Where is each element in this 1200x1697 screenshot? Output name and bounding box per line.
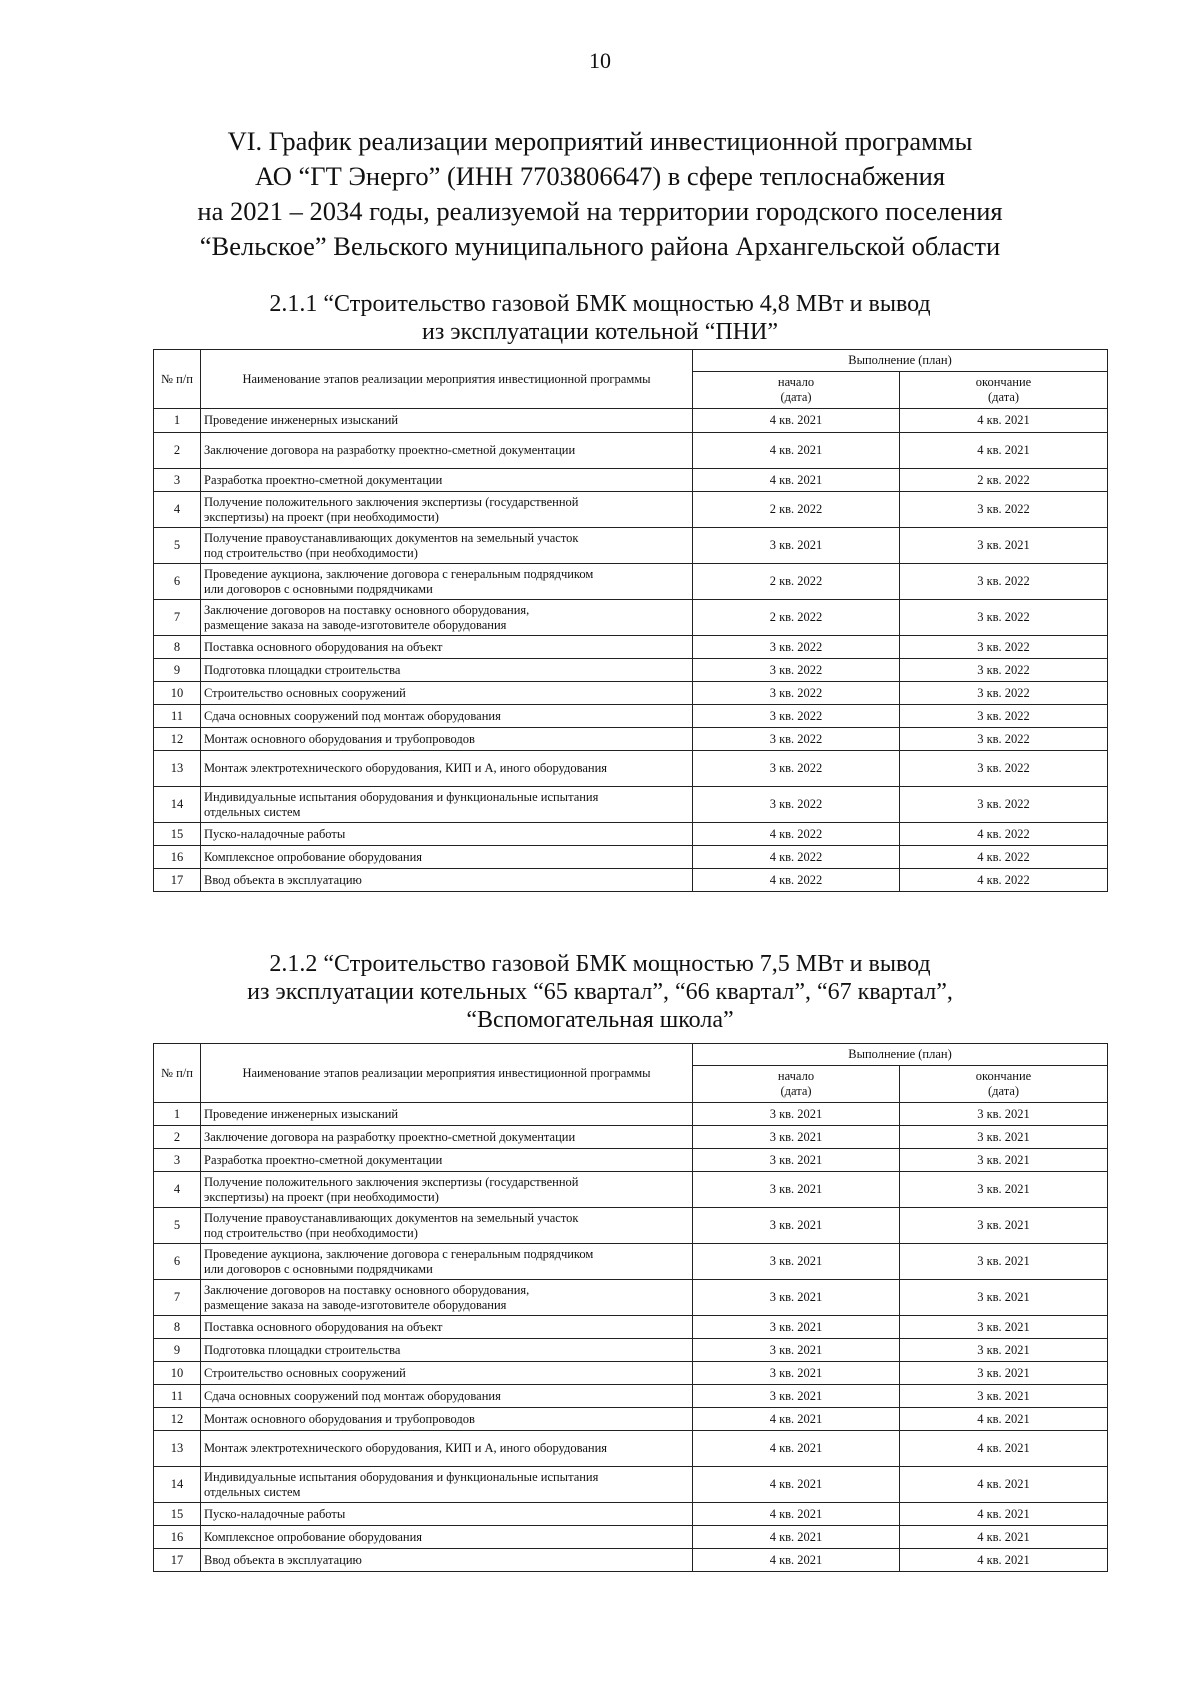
stage-name-line: Строительство основных сооружений <box>204 685 406 700</box>
section-title-line: 2.1.1 “Строительство газовой БМК мощностью 4,8 МВт и вывод <box>269 291 931 317</box>
table-body-1 <box>154 409 1108 892</box>
table-row <box>154 1172 1108 1208</box>
stage-name <box>201 1339 693 1362</box>
stage-name-line: Получение положительного заключения экспертизы (государственной <box>204 1174 579 1189</box>
stage-name-line: под строительство (при необходимости) <box>204 545 418 560</box>
header-start <box>693 372 900 409</box>
stage-name-line: Проведение инженерных изысканий <box>204 413 399 427</box>
end-date: 3 кв. 2021 <box>900 1280 1108 1316</box>
end-date: 4 кв. 2021 <box>900 1467 1108 1503</box>
stage-name <box>201 846 693 869</box>
row-number: 8 <box>154 636 201 659</box>
stage-name <box>201 564 693 600</box>
end-date: 4 кв. 2022 <box>900 823 1108 846</box>
title-line: VI. График реализации мероприятий инвестиционной программы <box>227 126 973 156</box>
row-number: 5 <box>154 528 201 564</box>
table-row <box>154 705 1108 728</box>
stage-name-line: Сдача основных сооружений под монтаж оборудования <box>204 708 501 723</box>
table-row <box>154 1339 1108 1362</box>
page-number: 10 <box>589 48 611 73</box>
start-date: 3 кв. 2022 <box>693 636 900 659</box>
end-date: 4 кв. 2022 <box>900 846 1108 869</box>
row-number: 4 <box>154 1172 201 1208</box>
end-date: 3 кв. 2021 <box>900 1385 1108 1408</box>
stage-name-line: Пуско-наладочные работы <box>204 1506 346 1521</box>
table-row <box>154 1362 1108 1385</box>
stage-name <box>201 1244 693 1280</box>
start-date: 4 кв. 2022 <box>693 823 900 846</box>
row-number: 13 <box>154 1431 201 1467</box>
start-date: 3 кв. 2022 <box>693 728 900 751</box>
stage-name <box>201 469 693 492</box>
stage-name <box>201 705 693 728</box>
header-start-sub: (дата) <box>780 1084 812 1098</box>
row-number: 14 <box>154 1467 201 1503</box>
row-number: 5 <box>154 1208 201 1244</box>
row-number: 15 <box>154 1503 201 1526</box>
section-title-line: 2.1.2 “Строительство газовой БМК мощностью 7,5 МВт и вывод <box>269 951 931 977</box>
stage-name-line: Подготовка площадки строительства <box>204 662 401 677</box>
table-row <box>154 787 1108 823</box>
stage-name <box>201 1408 693 1431</box>
table-row <box>154 600 1108 636</box>
end-date: 3 кв. 2022 <box>900 636 1108 659</box>
stage-name-line: Индивидуальные испытания оборудования и функциональные испытания <box>204 1469 599 1484</box>
end-date: 3 кв. 2021 <box>900 1244 1108 1280</box>
stage-name-line: отдельных систем <box>204 804 301 819</box>
table-row <box>154 1467 1108 1503</box>
stage-name-line: или договоров с основными подрядчиками <box>204 1261 433 1276</box>
header-stage-name: Наименование этапов реализации мероприятия инвестиционной программы <box>201 1044 693 1103</box>
stage-name <box>201 1316 693 1339</box>
table-row <box>154 823 1108 846</box>
end-date: 3 кв. 2022 <box>900 705 1108 728</box>
table-row <box>154 409 1108 433</box>
table-row <box>154 492 1108 528</box>
end-date: 3 кв. 2021 <box>900 1362 1108 1385</box>
table-row <box>154 728 1108 751</box>
stage-name <box>201 1208 693 1244</box>
end-date: 3 кв. 2022 <box>900 787 1108 823</box>
end-date: 3 кв. 2021 <box>900 1316 1108 1339</box>
document-title <box>0 124 1200 264</box>
stage-name-line: Проведение инженерных изысканий <box>204 1106 399 1121</box>
end-date: 4 кв. 2021 <box>900 1431 1108 1467</box>
stage-name <box>201 869 693 892</box>
end-date: 3 кв. 2021 <box>900 1339 1108 1362</box>
header-end-label: окончание <box>975 1069 1032 1083</box>
table-row <box>154 1408 1108 1431</box>
stage-name-line: Монтаж электротехнического оборудования, КИП и А, иного оборудования <box>204 1441 608 1455</box>
table-row <box>154 1526 1108 1549</box>
end-date: 4 кв. 2021 <box>900 1503 1108 1526</box>
stage-name-line: Комплексное опробование оборудования <box>204 1529 423 1544</box>
start-date: 3 кв. 2021 <box>693 1339 900 1362</box>
stage-name-line: Строительство основных сооружений <box>204 1365 406 1380</box>
stage-name <box>201 1503 693 1526</box>
start-date: 3 кв. 2021 <box>693 1172 900 1208</box>
stage-name-line: Пуско-наладочные работы <box>204 826 346 841</box>
start-date: 3 кв. 2021 <box>693 1385 900 1408</box>
stage-name-line: экспертизы) на проект (при необходимости) <box>204 1189 439 1204</box>
end-date: 3 кв. 2021 <box>900 1208 1108 1244</box>
stage-name <box>201 787 693 823</box>
table-row <box>154 869 1108 892</box>
stage-name-line: или договоров с основными подрядчиками <box>204 581 433 596</box>
row-number: 10 <box>154 682 201 705</box>
stage-name <box>201 1280 693 1316</box>
end-date: 4 кв. 2021 <box>900 1408 1108 1431</box>
section-title-line: из эксплуатации котельных “65 квартал”, “66 квартал”, “67 квартал”, <box>247 979 953 1005</box>
end-date: 3 кв. 2022 <box>900 728 1108 751</box>
start-date: 3 кв. 2021 <box>693 1149 900 1172</box>
row-number: 7 <box>154 600 201 636</box>
row-number: 12 <box>154 1408 201 1431</box>
row-number: 9 <box>154 1339 201 1362</box>
table-row <box>154 1549 1108 1572</box>
stage-name-line: Монтаж основного оборудования и трубопроводов <box>204 1411 475 1426</box>
stage-name <box>201 636 693 659</box>
header-num: № п/п <box>154 1044 201 1103</box>
header-start <box>693 1066 900 1103</box>
row-number: 10 <box>154 1362 201 1385</box>
header-end-sub: (дата) <box>987 1084 1020 1098</box>
stage-name-line: Проведение аукциона, заключение договора с генеральным подрядчиком <box>204 1246 594 1261</box>
title-line: на 2021 – 2034 годы, реализуемой на территории городского поселения <box>197 196 1003 226</box>
section-title-2-1-2 <box>0 950 1200 1034</box>
stage-name-line: Разработка проектно-сметной документации <box>204 1152 443 1167</box>
table-row <box>154 528 1108 564</box>
start-date: 2 кв. 2022 <box>693 492 900 528</box>
row-number: 4 <box>154 492 201 528</box>
table-row <box>154 751 1108 787</box>
header-stage-name: Наименование этапов реализации мероприятия инвестиционной программы <box>201 350 693 409</box>
table-row <box>154 1103 1108 1126</box>
header-end <box>900 1066 1108 1103</box>
table-row <box>154 1385 1108 1408</box>
table-row <box>154 433 1108 469</box>
stage-name-line: Ввод объекта в эксплуатацию <box>204 872 362 887</box>
end-date: 4 кв. 2021 <box>900 409 1108 433</box>
row-number: 1 <box>154 409 201 433</box>
stage-name-line: Поставка основного оборудования на объект <box>204 639 443 654</box>
end-date: 4 кв. 2022 <box>900 869 1108 892</box>
stage-name-line: Монтаж электротехнического оборудования, КИП и А, иного оборудования <box>204 761 608 775</box>
row-number: 11 <box>154 1385 201 1408</box>
stage-name <box>201 1149 693 1172</box>
start-date: 4 кв. 2021 <box>693 469 900 492</box>
start-date: 3 кв. 2022 <box>693 682 900 705</box>
table-row <box>154 1126 1108 1149</box>
stage-name <box>201 492 693 528</box>
start-date: 4 кв. 2022 <box>693 869 900 892</box>
end-date: 4 кв. 2021 <box>900 1526 1108 1549</box>
end-date: 3 кв. 2021 <box>900 1172 1108 1208</box>
row-number: 2 <box>154 433 201 469</box>
stage-name-line: Заключение договора на разработку проектно-сметной документации <box>204 443 576 457</box>
table-row <box>154 659 1108 682</box>
row-number: 3 <box>154 1149 201 1172</box>
row-number: 12 <box>154 728 201 751</box>
start-date: 3 кв. 2021 <box>693 528 900 564</box>
end-date: 4 кв. 2021 <box>900 433 1108 469</box>
section-title-line: из эксплуатации котельной “ПНИ” <box>421 319 778 345</box>
end-date: 3 кв. 2022 <box>900 751 1108 787</box>
stage-name-line: отдельных систем <box>204 1484 301 1499</box>
table-row <box>154 564 1108 600</box>
row-number: 2 <box>154 1126 201 1149</box>
section-title-line: “Вспомогательная школа” <box>466 1007 734 1033</box>
start-date: 3 кв. 2021 <box>693 1280 900 1316</box>
start-date: 3 кв. 2021 <box>693 1362 900 1385</box>
stage-name <box>201 1431 693 1467</box>
end-date: 3 кв. 2022 <box>900 659 1108 682</box>
header-execution: Выполнение (план) <box>693 350 1108 372</box>
start-date: 3 кв. 2022 <box>693 787 900 823</box>
header-end-label: окончание <box>975 375 1032 389</box>
stage-name <box>201 409 693 433</box>
stage-name-line: размещение заказа на заводе-изготовителе оборудования <box>204 1297 507 1312</box>
start-date: 4 кв. 2021 <box>693 409 900 433</box>
stage-name <box>201 528 693 564</box>
table-body-2 <box>154 1103 1108 1572</box>
end-date: 3 кв. 2022 <box>900 682 1108 705</box>
end-date: 3 кв. 2022 <box>900 600 1108 636</box>
row-number: 7 <box>154 1280 201 1316</box>
stage-name <box>201 682 693 705</box>
row-number: 16 <box>154 1526 201 1549</box>
start-date: 3 кв. 2022 <box>693 659 900 682</box>
table-row <box>154 1149 1108 1172</box>
start-date: 3 кв. 2021 <box>693 1208 900 1244</box>
title-line: “Вельское” Вельского муниципального района Архангельской области <box>199 231 1001 261</box>
row-number: 17 <box>154 1549 201 1572</box>
start-date: 3 кв. 2021 <box>693 1316 900 1339</box>
row-number: 15 <box>154 823 201 846</box>
stage-name-line: экспертизы) на проект (при необходимости) <box>204 509 439 524</box>
stage-name-line: Разработка проектно-сметной документации <box>204 472 443 487</box>
table-row <box>154 1431 1108 1467</box>
row-number: 14 <box>154 787 201 823</box>
end-date: 3 кв. 2022 <box>900 564 1108 600</box>
start-date: 4 кв. 2021 <box>693 433 900 469</box>
stage-name-line: Получение правоустанавливающих документов на земельный участок <box>204 530 579 545</box>
stage-name-line: Заключение договоров на поставку основного оборудования, <box>204 602 530 617</box>
row-number: 9 <box>154 659 201 682</box>
end-date: 3 кв. 2022 <box>900 492 1108 528</box>
start-date: 4 кв. 2022 <box>693 846 900 869</box>
row-number: 16 <box>154 846 201 869</box>
header-num: № п/п <box>154 350 201 409</box>
row-number: 3 <box>154 469 201 492</box>
section-title-2-1-1 <box>0 290 1200 346</box>
table-row <box>154 1280 1108 1316</box>
end-date: 3 кв. 2021 <box>900 1126 1108 1149</box>
stage-name <box>201 433 693 469</box>
start-date: 3 кв. 2022 <box>693 751 900 787</box>
stage-name-line: под строительство (при необходимости) <box>204 1225 418 1240</box>
stage-name-line: Комплексное опробование оборудования <box>204 849 423 864</box>
stage-name <box>201 1362 693 1385</box>
start-date: 3 кв. 2022 <box>693 705 900 728</box>
stage-name <box>201 1385 693 1408</box>
start-date: 3 кв. 2021 <box>693 1103 900 1126</box>
start-date: 4 кв. 2021 <box>693 1431 900 1467</box>
end-date: 3 кв. 2021 <box>900 1103 1108 1126</box>
row-number: 6 <box>154 564 201 600</box>
stage-name-line: Получение положительного заключения экспертизы (государственной <box>204 494 579 509</box>
stage-name-line: Поставка основного оборудования на объект <box>204 1319 443 1334</box>
stage-name <box>201 1526 693 1549</box>
end-date: 3 кв. 2021 <box>900 528 1108 564</box>
start-date: 2 кв. 2022 <box>693 564 900 600</box>
stage-name <box>201 1467 693 1503</box>
stage-name-line: Сдача основных сооружений под монтаж оборудования <box>204 1388 501 1403</box>
stage-name <box>201 1103 693 1126</box>
row-number: 13 <box>154 751 201 787</box>
table-row <box>154 1503 1108 1526</box>
table-row <box>154 1208 1108 1244</box>
stage-name <box>201 823 693 846</box>
start-date: 2 кв. 2022 <box>693 600 900 636</box>
row-number: 17 <box>154 869 201 892</box>
header-end <box>900 372 1108 409</box>
table-row <box>154 682 1108 705</box>
stage-name-line: Ввод объекта в эксплуатацию <box>204 1552 362 1567</box>
start-date: 4 кв. 2021 <box>693 1503 900 1526</box>
table-row <box>154 846 1108 869</box>
schedule-table-2-1-2 <box>153 1043 1108 1572</box>
stage-name <box>201 659 693 682</box>
start-date: 3 кв. 2021 <box>693 1244 900 1280</box>
row-number: 6 <box>154 1244 201 1280</box>
end-date: 2 кв. 2022 <box>900 469 1108 492</box>
table-row <box>154 1316 1108 1339</box>
stage-name-line: Монтаж основного оборудования и трубопроводов <box>204 731 475 746</box>
row-number: 11 <box>154 705 201 728</box>
header-execution: Выполнение (план) <box>693 1044 1108 1066</box>
stage-name-line: Проведение аукциона, заключение договора с генеральным подрядчиком <box>204 566 594 581</box>
stage-name <box>201 751 693 787</box>
stage-name-line: Получение правоустанавливающих документов на земельный участок <box>204 1210 579 1225</box>
stage-name-line: Заключение договоров на поставку основного оборудования, <box>204 1282 530 1297</box>
end-date: 3 кв. 2021 <box>900 1149 1108 1172</box>
schedule-table-2-1-1 <box>153 349 1108 892</box>
table-row <box>154 636 1108 659</box>
start-date: 4 кв. 2021 <box>693 1467 900 1503</box>
start-date: 4 кв. 2021 <box>693 1549 900 1572</box>
stage-name-line: Заключение договора на разработку проектно-сметной документации <box>204 1129 576 1144</box>
header-start-sub: (дата) <box>780 390 812 404</box>
stage-name-line: размещение заказа на заводе-изготовителе оборудования <box>204 617 507 632</box>
stage-name-line: Индивидуальные испытания оборудования и функциональные испытания <box>204 789 599 804</box>
header-end-sub: (дата) <box>987 390 1020 404</box>
stage-name <box>201 1126 693 1149</box>
row-number: 1 <box>154 1103 201 1126</box>
stage-name <box>201 600 693 636</box>
stage-name <box>201 728 693 751</box>
table-row <box>154 469 1108 492</box>
stage-name <box>201 1172 693 1208</box>
start-date: 4 кв. 2021 <box>693 1408 900 1431</box>
start-date: 3 кв. 2021 <box>693 1126 900 1149</box>
row-number: 8 <box>154 1316 201 1339</box>
start-date: 4 кв. 2021 <box>693 1526 900 1549</box>
header-start-label: начало <box>777 1069 815 1083</box>
header-start-label: начало <box>777 375 815 389</box>
end-date: 4 кв. 2021 <box>900 1549 1108 1572</box>
table-row <box>154 1244 1108 1280</box>
stage-name <box>201 1549 693 1572</box>
stage-name-line: Подготовка площадки строительства <box>204 1342 401 1357</box>
title-line: АО “ГТ Энерго” (ИНН 7703806647) в сфере теплоснабжения <box>254 161 946 191</box>
